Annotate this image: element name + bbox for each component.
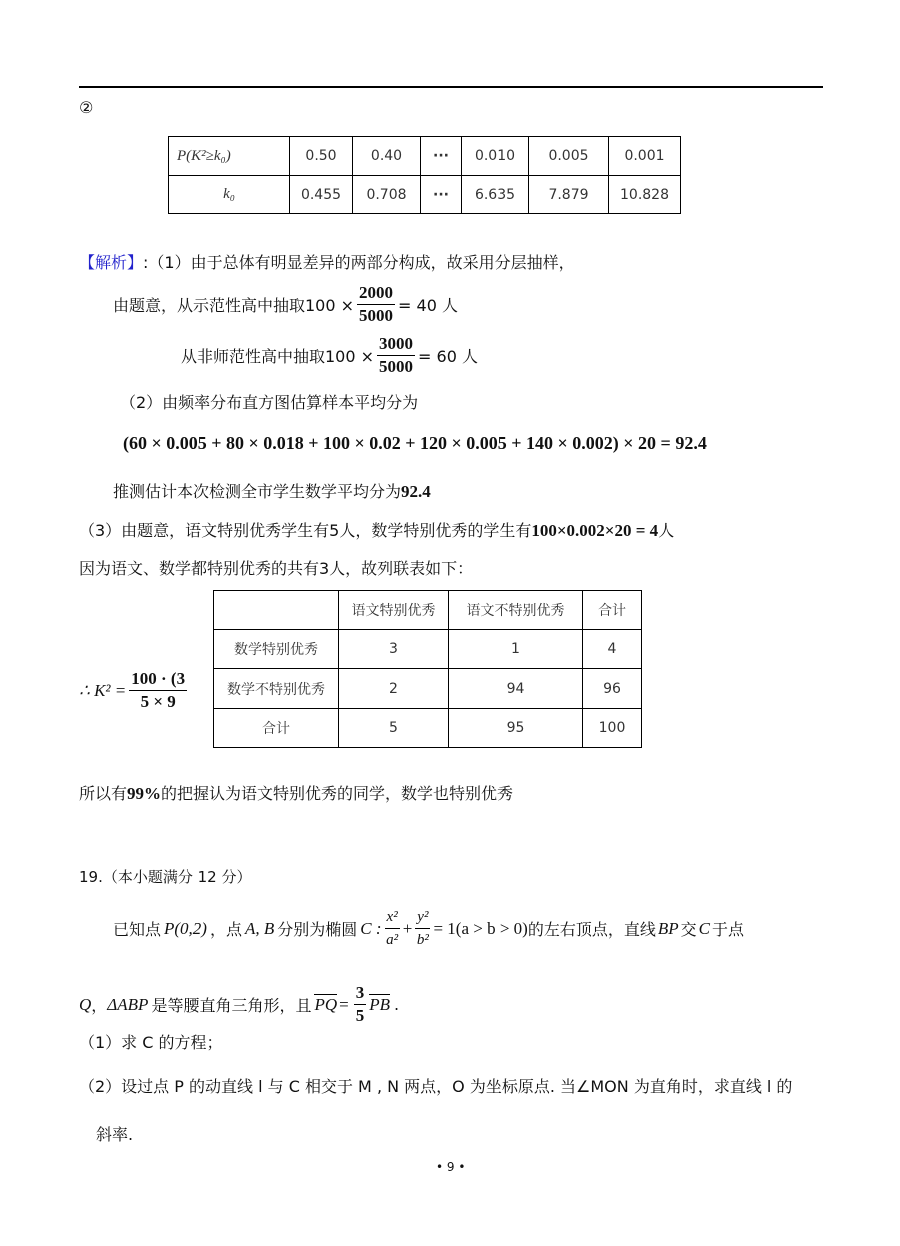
page-number: • 9 •: [436, 1160, 466, 1174]
sample-line-1: [113, 282, 458, 327]
vector-pb: PB: [369, 995, 390, 1014]
fraction: [129, 668, 187, 713]
line3-suffix: = 60 人: [418, 347, 478, 366]
fraction: [415, 906, 430, 951]
p-cell: 0.40: [353, 137, 421, 176]
cell: 1: [449, 630, 583, 669]
fraction: [385, 906, 400, 951]
text: ，: [91, 996, 108, 1015]
line2-prefix: 由题意，从示范性高中抽取100 ×: [113, 296, 355, 315]
k-cell: 6.635: [462, 176, 529, 214]
cell: 96: [583, 669, 642, 709]
sample-line-2: [181, 333, 478, 378]
p-cell: 0.005: [529, 137, 609, 176]
line2-suffix: = 40 人: [398, 296, 458, 315]
cell: 95: [449, 709, 583, 748]
text: 已知点: [113, 920, 162, 939]
period: .: [394, 995, 400, 1014]
problem-statement-line2: [79, 982, 399, 1027]
header-cell: 语文不特别优秀: [449, 591, 583, 630]
k2-formula: [79, 668, 190, 713]
plus: +: [402, 918, 413, 938]
cell: 100: [583, 709, 642, 748]
numerator: 100 · (3: [129, 668, 187, 691]
table-row: [214, 709, 642, 748]
cell: 94: [449, 669, 583, 709]
part1-text: :（1）由于总体有明显差异的两部分构成，故采用分层抽样，: [143, 253, 575, 272]
header-cell: [214, 591, 339, 630]
point-q: Q: [79, 994, 92, 1014]
cell: 3: [339, 630, 449, 669]
ellipse-c: C :: [360, 918, 382, 938]
equation-rhs: = 1(a > b > 0): [433, 918, 528, 938]
k-cell: 10.828: [609, 176, 681, 214]
text: 的左右顶点，直线: [527, 920, 656, 939]
conclusion: [79, 781, 513, 804]
question-2-continued: 斜率.: [96, 1125, 134, 1144]
p-header: P(K²≥k₀): [169, 137, 290, 176]
contingency-table: [213, 590, 642, 748]
numerator: 2000: [357, 282, 395, 305]
p-cell: 0.010: [462, 137, 529, 176]
problem-statement-line1: [113, 906, 744, 951]
circled-marker: ②: [79, 98, 94, 117]
cell: 5: [339, 709, 449, 748]
question-1: （1）求 C 的方程；: [79, 1033, 223, 1052]
denominator: 5000: [379, 357, 414, 376]
fraction: [377, 333, 415, 378]
denominator: 5000: [359, 306, 394, 325]
vector-pq: PQ: [314, 995, 338, 1014]
numerator: 3: [354, 982, 367, 1005]
text: 分别为椭圆: [277, 920, 358, 939]
part3-formula: 100×0.002×20 = 4: [531, 521, 659, 540]
denominator: 5: [355, 1006, 365, 1025]
fraction: [357, 282, 395, 327]
table-row: [214, 630, 642, 669]
confidence-value: 99%: [127, 784, 162, 803]
points-ab: A, B: [245, 918, 275, 938]
p-cell: 0.001: [609, 137, 681, 176]
solution-tag: 【解析】: [79, 253, 144, 272]
p-cell: 0.50: [290, 137, 353, 176]
text: 于点: [712, 920, 745, 939]
p-cell: ···: [421, 137, 462, 176]
estimate-line: [113, 479, 431, 502]
k-cell: 7.879: [529, 176, 609, 214]
numerator: y²: [415, 906, 430, 929]
numerator: 3000: [377, 333, 415, 356]
numerator: x²: [385, 906, 400, 929]
k2-prefix: ∴ K² =: [79, 680, 127, 700]
row-label: 数学不特别优秀: [214, 669, 339, 709]
row-label: 合计: [214, 709, 339, 748]
text: ，点: [209, 920, 242, 939]
denominator: 5 × 9: [140, 692, 176, 711]
header-cell: 语文特别优秀: [339, 591, 449, 630]
part3-suffix: 人: [658, 521, 675, 540]
table-intro: 因为语文、数学都特别优秀的共有3人，故列联表如下：: [79, 559, 474, 578]
header-rule: [79, 86, 823, 88]
point-p: P(0,2): [164, 918, 207, 938]
conclusion-suffix: 的把握认为语文特别优秀的同学，数学也特别优秀: [161, 784, 514, 803]
equals: =: [339, 994, 349, 1014]
line-bp: BP: [657, 918, 679, 938]
conclusion-prefix: 所以有: [79, 784, 128, 803]
table-row: [214, 669, 642, 709]
text: 是等腰直角三角形，且: [151, 996, 312, 1015]
mean-formula: (60 × 0.005 + 80 × 0.018 + 100 × 0.02 + 120 × 0.005 + 140 × 0.002) × 20 = 92.4: [123, 433, 707, 453]
k-cell: ···: [421, 176, 462, 214]
cell: 2: [339, 669, 449, 709]
text: 交: [680, 920, 697, 939]
row-label: 数学特别优秀: [214, 630, 339, 669]
solution-part1: [79, 250, 575, 273]
question-2: （2）设过点 P 的动直线 l 与 C 相交于 M , N 两点，O 为坐标原点. 当∠MON 为直角时，求直线 l 的: [79, 1077, 793, 1096]
cell: 4: [583, 630, 642, 669]
triangle-abp: ΔABP: [107, 994, 149, 1014]
ellipse-c: C: [698, 918, 710, 938]
k-header: k₀: [169, 176, 290, 214]
part2-text: （2）由频率分布直方图估算样本平均分为: [120, 393, 419, 412]
problem-title: 19.（本小题满分 12 分）: [79, 868, 252, 886]
part3-text: （3）由题意，语文特别优秀学生有5人，数学特别优秀的学生有: [79, 521, 532, 540]
denominator: a²: [386, 932, 399, 948]
denominator: b²: [416, 932, 429, 948]
part3-line: [79, 518, 674, 541]
fraction: [354, 982, 367, 1027]
line3-prefix: 从非师范性高中抽取100 ×: [181, 347, 375, 366]
estimate-text: 推测估计本次检测全市学生数学平均分为: [113, 482, 402, 501]
k-cell: 0.455: [290, 176, 353, 214]
header-cell: 合计: [583, 591, 642, 630]
k-cell: 0.708: [353, 176, 421, 214]
estimate-value: 92.4: [401, 482, 431, 501]
critical-value-table: [168, 136, 681, 214]
